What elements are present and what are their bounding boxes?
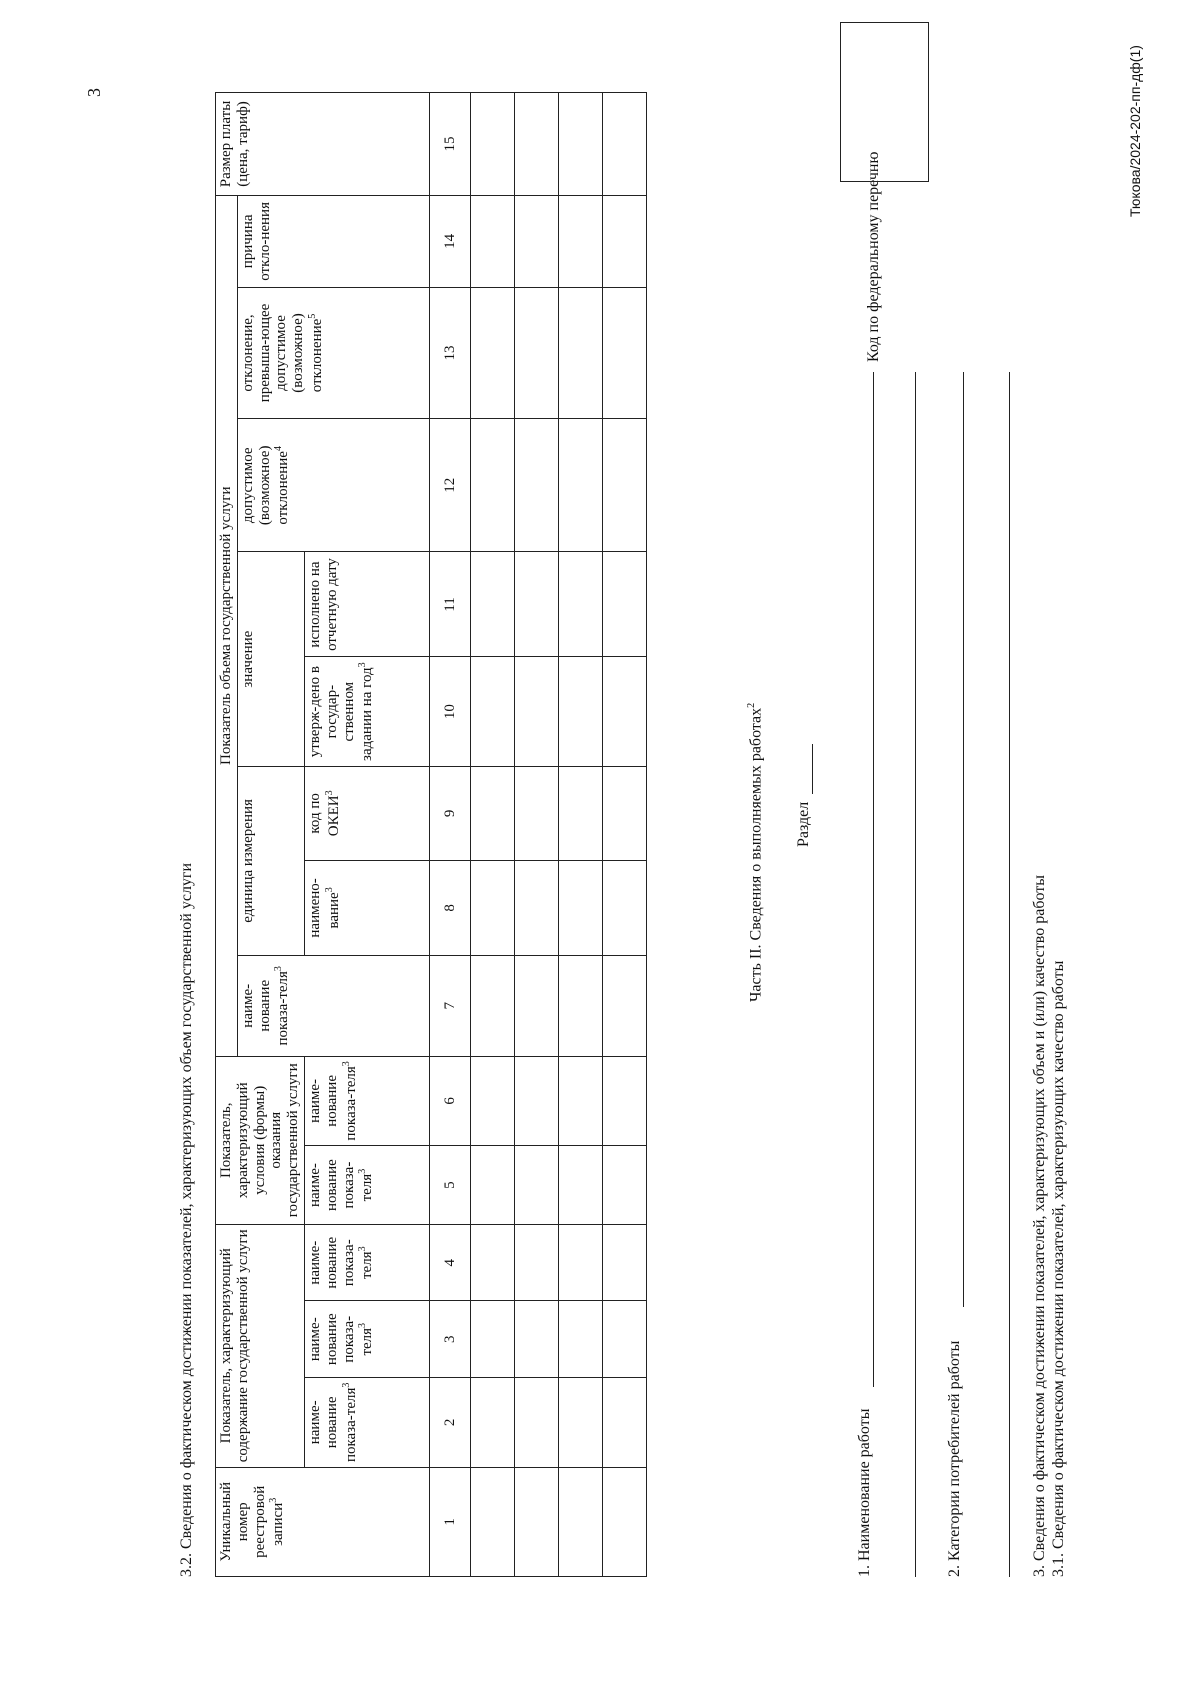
header-allowed-deviation: допустимое (возможное) отклонение$^4$ — [237, 419, 429, 552]
header-value-done: исполнено на отчетную дату — [304, 552, 429, 657]
header-value: значение — [237, 552, 304, 766]
col-number: 15 — [429, 93, 470, 196]
header-content-name-1: наиме-нование показа-теля$^3$ — [304, 1378, 429, 1468]
col-number: 10 — [429, 657, 470, 766]
header-deviation-reason: причина откло-нения — [237, 195, 429, 287]
section-label: Раздел — [795, 801, 812, 847]
header-unit: единица измерения — [237, 766, 304, 955]
col-number: 12 — [429, 419, 470, 552]
col-number: 11 — [429, 552, 470, 657]
header-exceeding-deviation: отклонение, превыша-ющее допустимое (возможное) отклонение$^5$ — [237, 287, 429, 418]
header-volume-indicator: Показатель объема государственной услуги — [216, 195, 238, 1056]
header-content-name-3: наиме-нование показа-теля$^3$ — [304, 1224, 429, 1301]
col-number: 8 — [429, 860, 470, 955]
item31-text: 3.1. Сведения о фактическом достижении показателей, характеризующих качество работы — [1050, 960, 1067, 1577]
volume-table — [215, 92, 647, 1577]
header-condition-name-1: наиме-нование показа-теля$^3$ — [304, 1146, 429, 1225]
part2-title: Часть II. Сведения о выполняемых работах$^2$ — [746, 702, 765, 1002]
item3-text: 3. Сведения о фактическом достижении показателей, характеризующих объем и (или) качество работы — [1031, 875, 1048, 1577]
section-number-line[interactable] — [812, 744, 813, 794]
col-number: 1 — [429, 1467, 470, 1576]
header-unique-number: Уникальный номер реестровой записи$^3$ — [216, 1467, 430, 1576]
header-unit-name: наимено-вание$^3$ — [304, 860, 429, 955]
header-content-name-2: наиме-нование показа-теля$^3$ — [304, 1301, 429, 1378]
table-row — [602, 93, 646, 1577]
header-price: Размер платы (цена, тариф) — [216, 93, 430, 196]
header-unit-okei: код по ОКЕИ$^3$ — [304, 766, 429, 860]
header-content-indicator: Показатель, характеризующий содержание государственной услуги — [216, 1224, 305, 1467]
consumers-label: 2. Категории потребителей работы — [946, 1340, 963, 1577]
consumers-line[interactable] — [963, 372, 964, 1307]
work-name-label: 1. Наименование работы — [856, 1408, 873, 1577]
col-number: 2 — [429, 1378, 470, 1468]
header-conditions-indicator: Показатель, характеризующий условия (формы) оказания государственной услуги — [216, 1056, 305, 1224]
header-value-approved: утверж-дено в государ-ственном задании на год$^3$ — [304, 657, 429, 766]
col-number: 3 — [429, 1301, 470, 1378]
work-name-line[interactable] — [873, 372, 874, 1387]
table-row — [514, 93, 558, 1577]
table-row — [558, 93, 602, 1577]
header-condition-name-2: наиме-нование показа-теля$^3$ — [304, 1056, 429, 1146]
col-number: 14 — [429, 195, 470, 287]
col-number: 7 — [429, 955, 470, 1056]
consumers-line-2[interactable] — [1009, 372, 1010, 1577]
page-number: 3 — [84, 88, 104, 97]
document-code: Тюкова/2024-202-пп-дф(1) — [1127, 45, 1143, 217]
col-number: 9 — [429, 766, 470, 860]
work-name-line-2[interactable] — [915, 372, 916, 1577]
col-number: 6 — [429, 1056, 470, 1146]
federal-code-box[interactable] — [840, 22, 929, 182]
table-row — [470, 93, 514, 1577]
federal-code-label: Код по федеральному перечню — [865, 151, 882, 362]
col-number: 5 — [429, 1146, 470, 1225]
col-number: 4 — [429, 1224, 470, 1301]
header-indicator-name: наиме-нование показа-теля$^3$ — [237, 955, 429, 1056]
col-number: 13 — [429, 287, 470, 418]
section-title: 3.2. Сведения о фактическом достижении показателей, характеризующих объем государственной услуги — [178, 862, 195, 1577]
